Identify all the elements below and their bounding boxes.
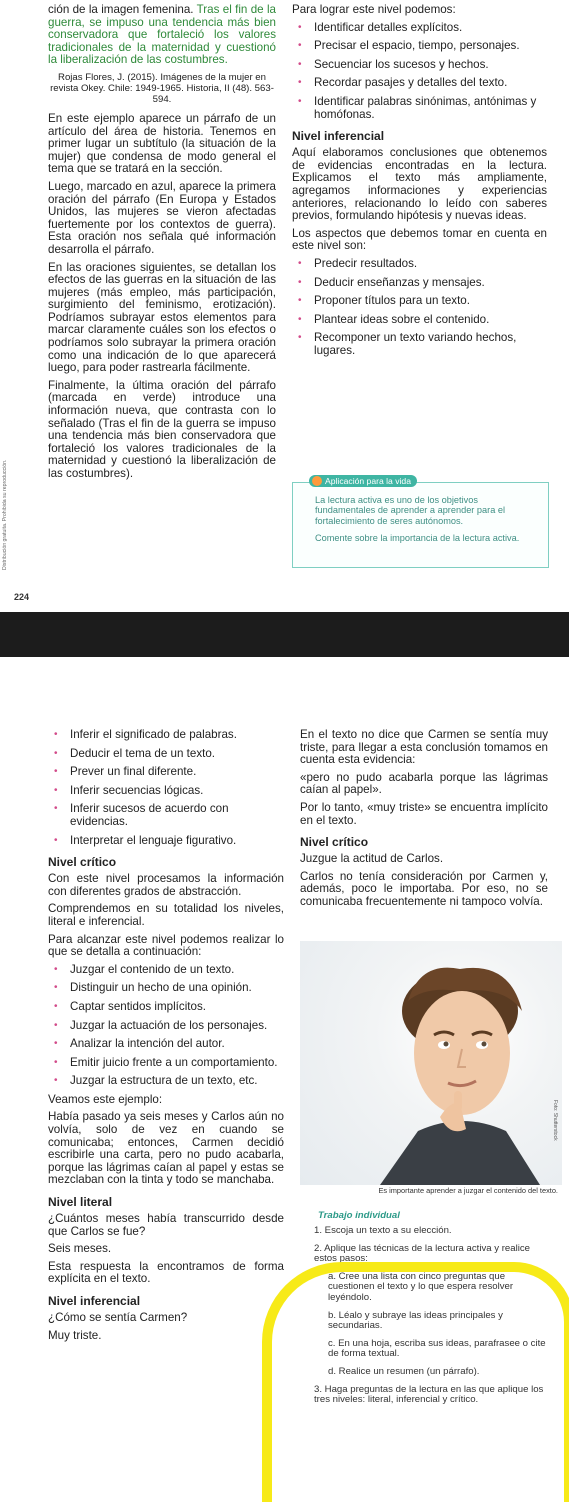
critico-paragraph-2: Comprendemos en su totalidad los niveles, literal e inferencial. — [48, 902, 284, 928]
critico-paragraph-1: Con este nivel procesamos la información con diferentes grados de abstracción. — [48, 872, 284, 898]
paragraph-1: En este ejemplo aparece un párrafo de un artículo del área de historia. Tenemos en primer lugar un subtítulo (la situación de la mujer) que condensa de modo general el tema que se tratará en la sección. — [48, 111, 276, 176]
aplicacion-text-1: La lectura activa es uno de los objetivos fundamentales de aprender a aprender para el fortalecimiento de seres autónomos. — [315, 495, 506, 526]
inferencial-list — [292, 258, 547, 358]
literal-list — [292, 22, 547, 122]
list-item: • Recordar pasajes y detalles del texto. — [292, 77, 547, 90]
list-item: • Identificar detalles explícitos. — [292, 22, 547, 35]
citation: Rojas Flores, J. (2015). Imágenes de la mujer en revista Okey. Chile: 1949-1965. Historia, II (48). 563-594. — [50, 71, 274, 105]
list-item: • Deducir enseñanzas y mensajes. — [292, 277, 547, 290]
heading-inferencial: Nivel inferencial — [48, 1294, 141, 1308]
critico-answer: Carlos no tenía consideración por Carmen y, además, poco le importaba. Por eso, no se comunicaba frecuentemente ni tampoco volvía. — [300, 869, 548, 908]
answer-2: Muy triste. — [48, 1328, 102, 1342]
work-item: 1. Escoja un texto a su elección. — [314, 1225, 452, 1236]
inferencial-explanation: En el texto no dice que Carmen se sentía muy triste, para llegar a esta conclusión tomamos en cuenta esta evidencia: — [300, 728, 548, 767]
list-item: • Inferir sucesos de acuerdo con evidencias. — [48, 803, 284, 828]
lead-text: Para lograr este nivel podemos: — [292, 3, 456, 16]
paragraph-4: Finalmente, la última oración del párrafo (marcada en verde) introduce una información nueva, que contrasta con lo señalado (Tras el fin de la guerra se impuso una tendencia más bien conservadora que fortaleció los valores tradicionales de la maternidad y cuestionó la liberalización de las costumbres). — [48, 378, 276, 480]
aplicacion-box — [292, 476, 549, 568]
heading-literal: Nivel literal — [48, 1195, 113, 1210]
list-item: • Interpretar el lenguaje figurativo. — [48, 835, 284, 848]
list-item: • Inferir secuencias lógicas. — [48, 785, 284, 798]
work-subitem: c. En una hoja, escriba sus ideas, parafrasee o cite de forma textual. — [328, 1337, 546, 1360]
photo-caption: Es importante aprender a juzgar el contenido del texto. — [378, 1186, 558, 1195]
implicit-note: Por lo tanto, «muy triste» se encuentra implícito en el texto. — [300, 800, 548, 827]
intro-paragraph — [48, 4, 276, 67]
trabajo-individual-tag: Trabajo individual — [318, 1210, 400, 1221]
work-subitem: b. Léalo y subraye las ideas principales y secundarias. — [328, 1309, 503, 1332]
critico-list — [48, 964, 284, 1088]
list-item: • Juzgar la actuación de los personajes. — [48, 1020, 284, 1033]
trabajo-individual-list — [314, 1226, 554, 1413]
aplicacion-tag-label: Aplicación para la vida — [325, 476, 411, 486]
paragraph-3: En las oraciones siguientes, se detallan los efectos de las guerras en la situación de las mujeres (más empleo, más participación, surgimiento del feminismo, erotización). Podríamos subrayar estos elementos para marcar claramente cuáles son los efectos o podríamos solo subrayar la primera oración como una indicación de lo que aparecerá luego, para poder rastrearla fácilmente. — [48, 260, 276, 375]
list-item: • Identificar palabras sinónimas, antónimas y homófonas. — [292, 96, 547, 121]
example-text: Había pasado ya seis meses y Carlos aún no volvía, solo de vez en cuando se comunicaba; entonces, Carmen decidió escribirle una carta, pero no pudo acabarla, porque las lágrimas caían al papel y estas se mezclaban con la tinta y todo se manchaba. — [48, 1110, 284, 1187]
list-item: • Predecir resultados. — [292, 258, 547, 271]
aplicacion-text-2: Comente sobre la importancia de la lectura activa. — [315, 533, 520, 543]
list-item: • Prever un final diferente. — [48, 766, 284, 779]
list-item: • Distinguir un hecho de una opinión. — [48, 982, 284, 995]
list-item: • Recomponer un texto variando hechos, lugares. — [292, 332, 547, 357]
evidence-quote: «pero no pudo acabarla porque las lágrimas caían al papel». — [300, 770, 548, 797]
thinking-man-photo — [300, 941, 562, 1185]
work-subitem: a. Cree una lista con cinco preguntas que cuestionen el texto y lo que espera resolver leyéndolo. — [328, 1270, 514, 1303]
leaf-icon — [312, 476, 322, 486]
list-item: • Emitir juicio frente a un comportamiento. — [48, 1057, 284, 1070]
heading-inferencial: Nivel inferencial — [292, 129, 385, 144]
top-right-column — [292, 4, 547, 363]
intro-text: ción de la imagen femenina. — [48, 3, 194, 16]
aplicacion-tag — [309, 475, 417, 487]
list-item: • Juzgar la estructura de un texto, etc. — [48, 1075, 284, 1088]
bottom-left-column — [48, 729, 284, 1347]
list-item: • Inferir el significado de palabras. — [48, 729, 284, 742]
work-subitem: d. Realice un resumen (un párrafo). — [328, 1365, 480, 1377]
inferencial-list-continued — [48, 729, 284, 847]
top-left-column — [48, 4, 276, 486]
inferencial-paragraph-1: Aquí elaboramos conclusiones que obtenemos de evidencias encontradas en la lectura. Explicamos el texto más ampliamente, agregamos informaciones y experiencias anteriores, relacionando lo leído con saberes previos, formulando hipótesis y nuevas ideas. — [292, 146, 547, 223]
question-1: ¿Cuántos meses había transcurrido desde que Carlos se fue? — [48, 1212, 284, 1238]
critico-paragraph-3: Para alcanzar este nivel podemos realizar lo que se detalla a continuación: — [48, 932, 284, 959]
work-item: 2. Aplique las técnicas de la lectura activa y realice estos pasos: — [314, 1242, 530, 1265]
list-item: • Captar sentidos implícitos. — [48, 1001, 284, 1014]
inferencial-paragraph-2: Los aspectos que debemos tomar en cuenta en este nivel son: — [292, 226, 547, 253]
heading-critico-right: Nivel crítico — [300, 835, 369, 850]
bottom-right-column — [300, 729, 548, 914]
list-item: • Secuenciar los sucesos y hechos. — [292, 59, 547, 72]
list-item: • Deducir el tema de un texto. — [48, 748, 284, 761]
list-item: • Analizar la intención del autor. — [48, 1038, 284, 1051]
photo-credit: Foto: Shutterstock — [552, 1100, 558, 1141]
trabajo-individual-box — [298, 1198, 560, 1482]
intro-text-green: Tras el fin de la guerra, se impuso una tendencia más bien conservadora que fortaleció los valores tradicionales de la maternidad y cuestionó la liberalización de las costumbres. — [48, 3, 276, 67]
work-item: 3. Haga preguntas de la lectura en las que aplique los tres niveles: literal, inferencial y crítico. — [314, 1383, 544, 1406]
heading-critico: Nivel crítico — [48, 855, 117, 870]
page-top — [0, 0, 569, 612]
critico-prompt: Juzgue la actitud de Carlos. — [300, 852, 444, 866]
page-separator — [0, 612, 569, 657]
list-item: • Precisar el espacio, tiempo, personajes. — [292, 40, 547, 53]
list-item: • Juzgar el contenido de un texto. — [48, 964, 284, 977]
page-number: 224 — [14, 592, 30, 602]
literal-explanation: Esta respuesta la encontramos de forma explícita en el texto. — [48, 1259, 284, 1286]
answer-1: Seis meses. — [48, 1242, 112, 1256]
question-2: ¿Cómo se sentía Carmen? — [48, 1311, 188, 1324]
side-note: Distribución gratuita. Prohibida su reproducción. — [2, 459, 8, 570]
paragraph-2: Luego, marcado en azul, aparece la primera oración del párrafo (En Europa y Estados Unidos, las mujeres se vieron afectadas fuertemente por los contextos de guerra). Esta oración nos señala qué información desarrolla el párrafo. — [48, 179, 276, 256]
example-lead: Veamos este ejemplo: — [48, 1092, 163, 1106]
list-item: • Proponer títulos para un texto. — [292, 295, 547, 308]
list-item: • Plantear ideas sobre el contenido. — [292, 314, 547, 327]
